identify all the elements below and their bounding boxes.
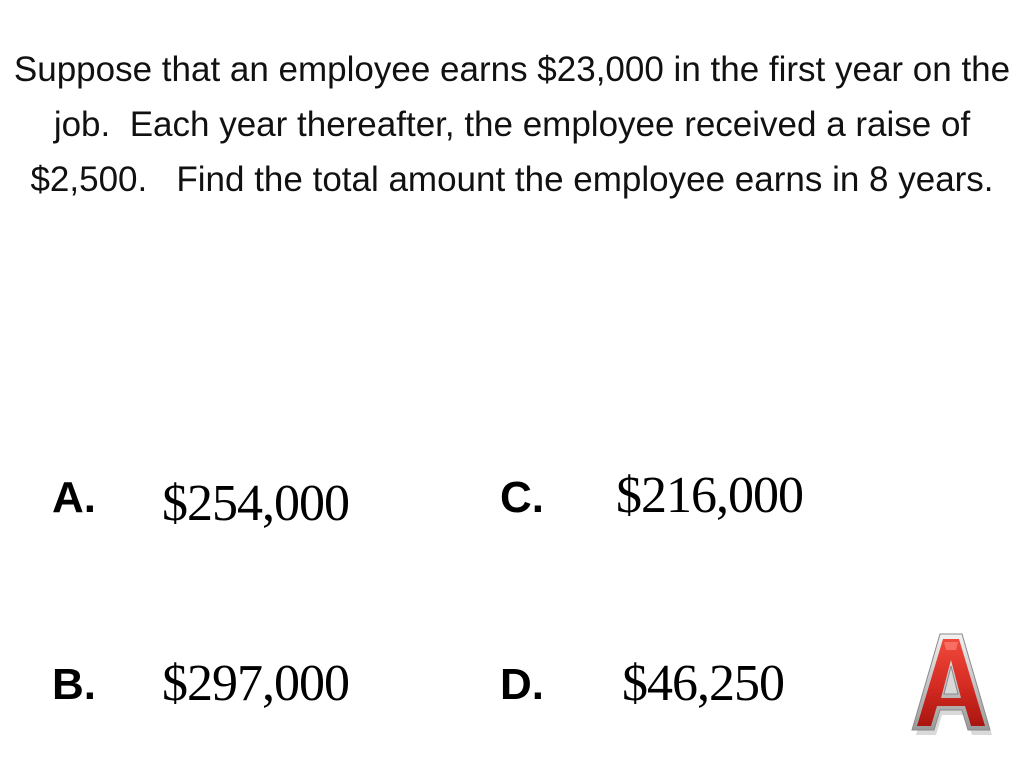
option-c-letter: C. [500,473,544,522]
letter-a-badge-icon [900,628,1000,738]
question-text: Suppose that an employee earns $23,000 in the first year on the job. Each year thereafter, the employee received a raise of $2,500. Find the total amount the employee earns in 8 years. [13,50,1020,199]
option-b-letter: B. [52,660,96,709]
option-d-letter: D. [500,660,544,709]
option-a-letter: A. [52,473,96,522]
option-c-value: $216,000 [616,467,803,524]
option-a-value: $254,000 [162,475,349,532]
option-d-value: $46,250 [622,655,784,712]
option-b-value: $297,000 [162,655,349,712]
answer-badge [900,628,1000,738]
